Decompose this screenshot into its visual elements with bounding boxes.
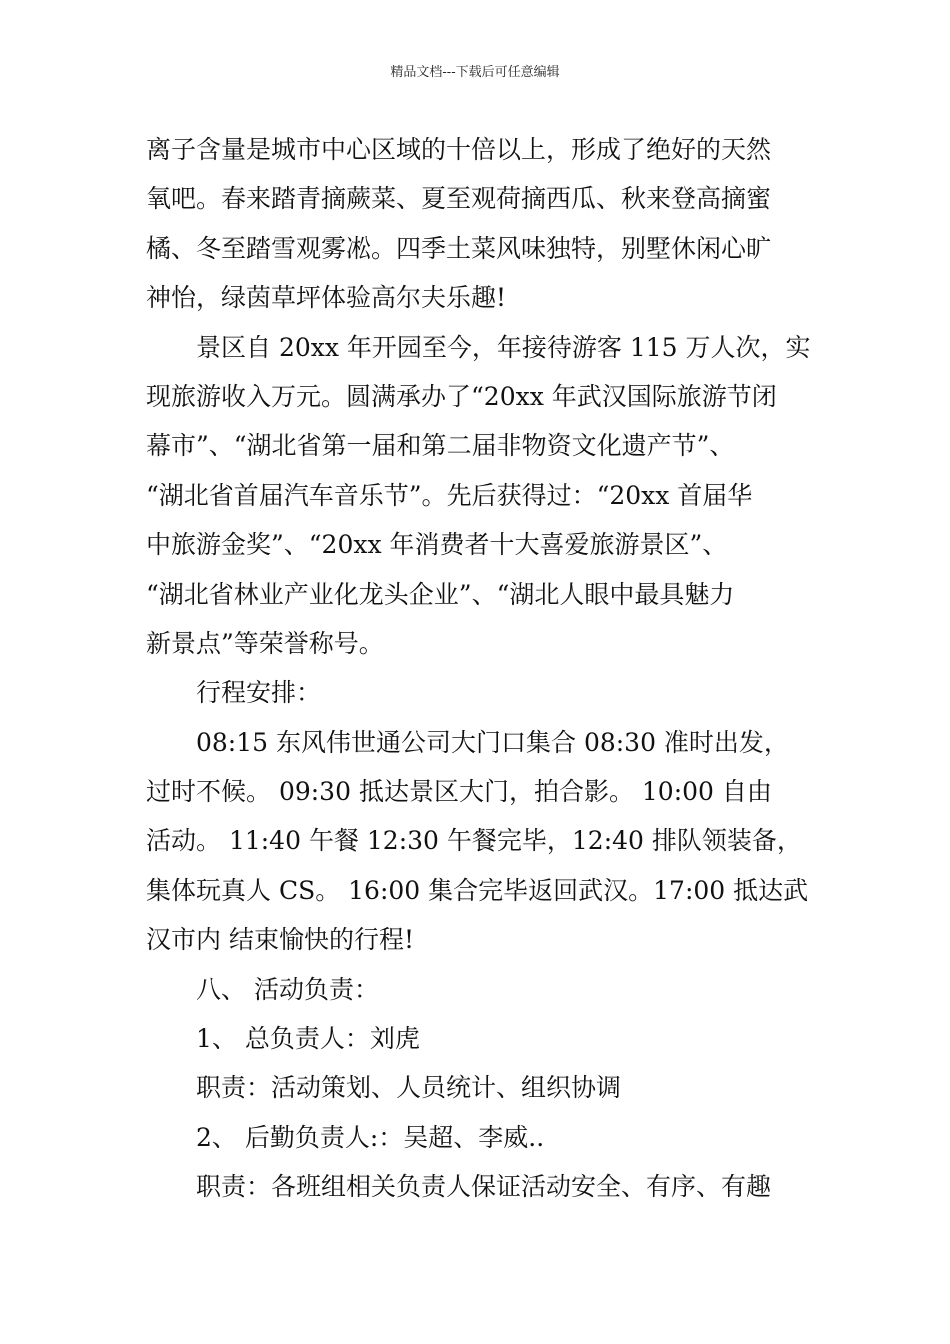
text-line: “湖北省林业产业化龙头企业”、“湖北人眼中最具魅力	[146, 579, 735, 609]
text-line: 行程安排：	[196, 678, 322, 708]
page-header: 精品文档---下载后可任意编辑	[390, 65, 560, 80]
text-line: 过时不候。 09:30 抵达景区大门，拍合影。 10:00 自由	[146, 777, 772, 807]
text-line: 新景点”等荣誉称号。	[146, 628, 384, 658]
text-line: 八、 活动负责：	[196, 974, 379, 1004]
text-line: 汉市内 结束愉快的行程!	[146, 925, 414, 955]
text-line: 氧吧。春来踏青摘蕨菜、夏至观荷摘西瓜、秋来登高摘蜜	[146, 184, 772, 214]
document-body	[146, 125, 816, 1212]
text-line: 现旅游收入万元。圆满承办了“20xx 年武汉国际旅游节闭	[146, 381, 777, 411]
text-line: “湖北省首届汽车音乐节”。先后获得过：“20xx 首届华	[146, 480, 753, 510]
text-line: 橘、冬至踏雪观雾凇。四季土菜风味独特，别墅休闲心旷	[146, 233, 772, 263]
text-line: 景区自 20xx 年开园至今，年接待游客 115 万人次，实	[196, 332, 811, 362]
text-line: 1、 总负责人：刘虎	[196, 1024, 420, 1054]
text-line: 中旅游金奖”、“20xx 年消费者十大喜爱旅游景区”、	[146, 530, 728, 560]
text-line: 08:15 东风伟世通公司大门口集合 08:30 准时出发，	[196, 727, 789, 757]
text-line: 活动。 11:40 午餐 12:30 午餐完毕，12:40 排队领装备，	[146, 826, 802, 856]
text-line: 神怡，绿茵草坪体验高尔夫乐趣!	[146, 283, 507, 313]
text-line: 离子含量是城市中心区域的十倍以上，形成了绝好的天然	[146, 135, 772, 164]
text-line: 集体玩真人 CS。 16:00 集合完毕返回武汉。17:00 抵达武	[146, 875, 809, 905]
text-line: 幕市”、“湖北省第一届和第二届非物资文化遗产节”、	[146, 431, 735, 461]
text-line: 职责：各班组相关负责人保证活动安全、有序、有趣	[196, 1172, 772, 1202]
text-line: 2、 后勤负责人:：吴超、李威..	[196, 1122, 545, 1152]
text-line: 职责：活动策划、人员统计、组织协调	[196, 1073, 622, 1103]
